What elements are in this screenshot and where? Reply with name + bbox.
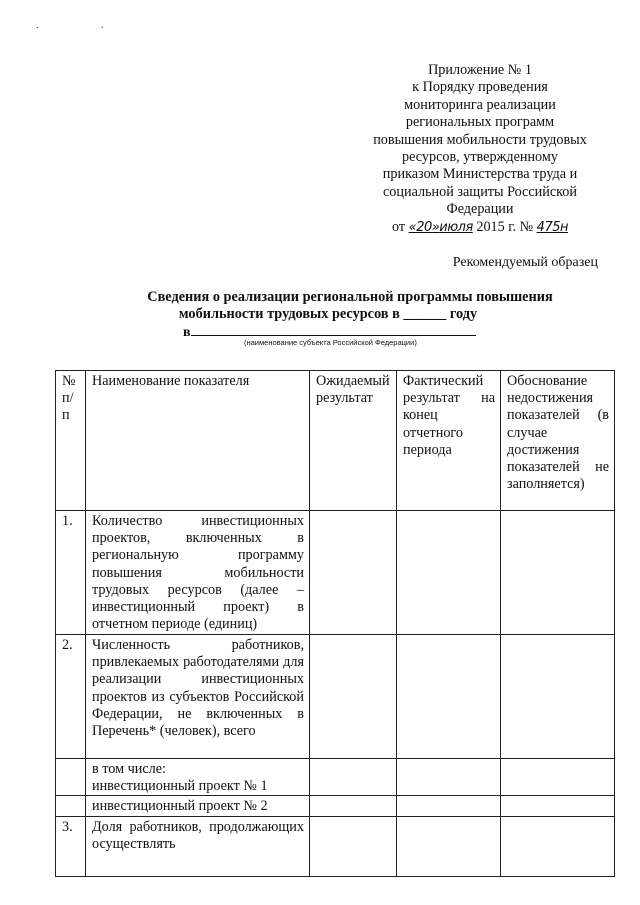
table-row bbox=[56, 796, 615, 816]
appendix-line: к Порядку проведения bbox=[412, 79, 548, 96]
row-reason-cell[interactable] bbox=[501, 635, 615, 759]
row-expected-cell[interactable] bbox=[310, 816, 397, 876]
row-expected-cell[interactable] bbox=[310, 635, 397, 759]
handwritten-month: июля bbox=[439, 219, 473, 235]
row-actual-cell[interactable] bbox=[397, 816, 501, 876]
order-date-line bbox=[360, 219, 600, 236]
row-actual-cell[interactable] bbox=[397, 635, 501, 759]
appendix-line: повышения мобильности трудовых bbox=[373, 131, 587, 148]
indicators-table bbox=[55, 370, 615, 877]
table-row bbox=[56, 635, 615, 759]
row-reason-cell[interactable] bbox=[501, 511, 615, 635]
row-expected-cell[interactable] bbox=[310, 511, 397, 635]
header-name: Наименование показателя bbox=[86, 371, 310, 511]
row-num bbox=[56, 796, 86, 816]
date-prefix: от bbox=[392, 218, 406, 235]
scan-marks: . . bbox=[36, 20, 134, 31]
appendix-line: социальной защиты Российской bbox=[383, 183, 577, 200]
title-line-1: Сведения о реализации региональной программы повышения bbox=[147, 289, 553, 305]
header-expected: Ожидаемый результат bbox=[310, 371, 397, 511]
row-num bbox=[56, 759, 86, 796]
table-row bbox=[56, 816, 615, 876]
row-num: 3. bbox=[56, 816, 86, 876]
title-line-2: мобильности трудовых ресурсов в ______ году bbox=[178, 306, 478, 322]
table-header-row bbox=[56, 371, 615, 511]
appendix-block bbox=[360, 62, 600, 236]
row-actual-cell[interactable] bbox=[397, 759, 501, 796]
row-indicator: Доля работников, продолжающих осуществлять bbox=[86, 816, 310, 876]
handwritten-order-number: 475н bbox=[536, 219, 568, 235]
table-row bbox=[56, 759, 615, 796]
appendix-line: ресурсов, утвержденному bbox=[402, 149, 558, 166]
row-indicator: Численность работников, привлекаемых работодателями для реализации инвестиционных проектов из субъектов Российской Федерации, не включенных в Перечень* (человек), всего bbox=[86, 635, 310, 759]
date-year: 2015 г. № bbox=[476, 218, 534, 235]
header-num: № п/п bbox=[56, 371, 86, 511]
appendix-line: региональных программ bbox=[405, 114, 555, 131]
row-expected-cell[interactable] bbox=[310, 759, 397, 796]
row-reason-cell[interactable] bbox=[501, 796, 615, 816]
header-reason: Обоснование недостижения показателей (в случае достижения показателей не заполняется) bbox=[501, 371, 615, 511]
row-indicator: инвестиционный проект № 2 bbox=[86, 796, 310, 816]
row-num: 1. bbox=[56, 511, 86, 635]
appendix-line: мониторинга реализации bbox=[404, 96, 556, 113]
subject-note: (наименование субъекта Российской Федерации) bbox=[244, 338, 417, 347]
appendix-line: приказом Министерства труда и bbox=[382, 166, 578, 183]
sample-label: Рекомендуемый образец bbox=[452, 255, 598, 270]
row-num: 2. bbox=[56, 635, 86, 759]
subject-prefix: в bbox=[183, 325, 191, 340]
row-expected-cell[interactable] bbox=[310, 796, 397, 816]
appendix-line: Приложение № 1 bbox=[428, 62, 532, 78]
handwritten-day: «20» bbox=[408, 219, 440, 235]
row-actual-cell[interactable] bbox=[397, 511, 501, 635]
document-title bbox=[100, 289, 600, 323]
row-actual-cell[interactable] bbox=[397, 796, 501, 816]
row-reason-cell[interactable] bbox=[501, 816, 615, 876]
appendix-line: Федерации bbox=[446, 201, 514, 218]
table-row bbox=[56, 511, 615, 635]
subject-blank bbox=[191, 323, 476, 336]
row-indicator: Количество инвестиционных проектов, включенных в региональную программу повышения мобильности трудовых ресурсов (далее – инвестиционный проект) в отчетном периоде (единиц) bbox=[86, 511, 310, 635]
row-indicator: в том числе: инвестиционный проект № 1 bbox=[86, 759, 310, 796]
header-actual: Фактический результат на конец отчетного периода bbox=[397, 371, 501, 511]
row-reason-cell[interactable] bbox=[501, 759, 615, 796]
